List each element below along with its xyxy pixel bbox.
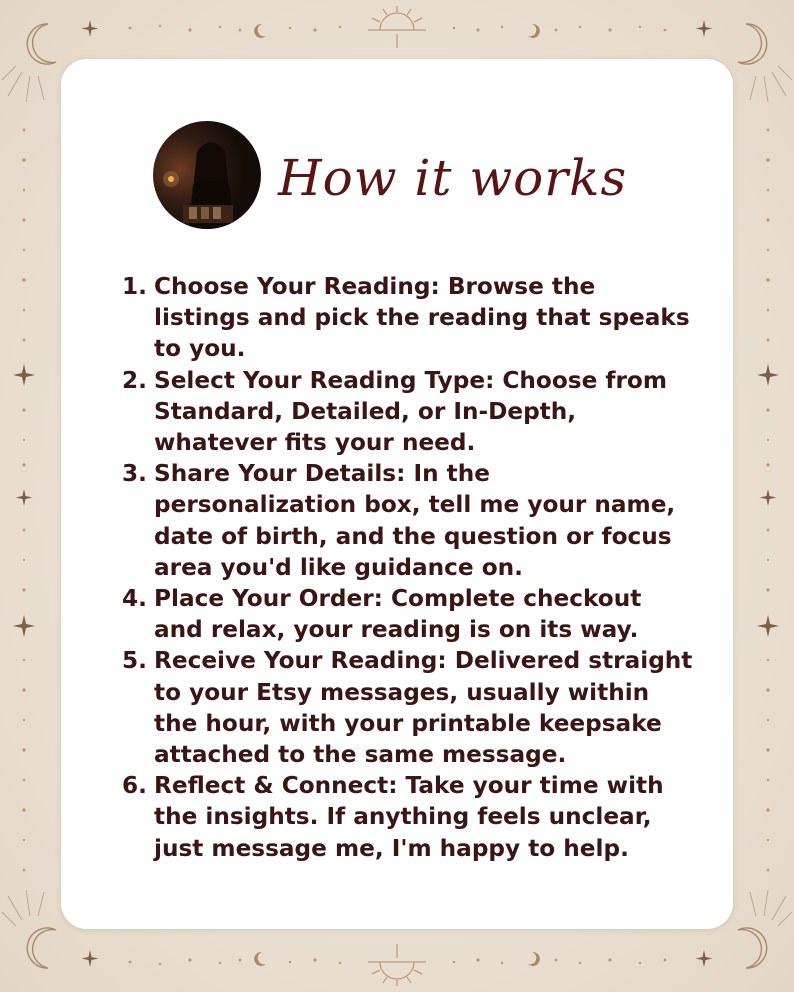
sunburst-icon <box>368 6 426 48</box>
star-icon <box>13 615 35 637</box>
sunburst-icon <box>2 890 44 926</box>
step-number: 6. <box>122 772 147 800</box>
step-number: 5. <box>122 647 147 675</box>
sunburst-icon <box>750 66 792 102</box>
star-icon <box>82 950 99 967</box>
step-number: 2. <box>122 366 147 394</box>
step-text: Choose Your Reading: Browse the listings and pick the reading that speaks to you. <box>154 273 690 363</box>
page-title: How it works <box>278 149 628 207</box>
step-number: 1. <box>122 273 147 300</box>
sunburst-icon <box>750 890 792 926</box>
list-item <box>118 583 698 645</box>
list-item <box>118 271 698 365</box>
step-number: 4. <box>122 585 147 613</box>
sunburst-icon <box>368 944 426 986</box>
star-icon <box>13 364 35 386</box>
star-icon <box>696 20 713 37</box>
crescent-moon-icon <box>254 24 266 38</box>
crescent-moon-icon <box>528 24 540 38</box>
star-icon <box>16 489 33 506</box>
star-icon <box>757 364 779 386</box>
steps-list <box>118 271 698 864</box>
star-icon <box>760 489 777 506</box>
step-text: Place Your Order: Complete checkout and relax, your reading is on its way. <box>154 585 642 644</box>
step-text: Reflect & Connect: Take your time with the insights. If anything feels unclear, just message me, I'm happy to help. <box>154 772 664 862</box>
step-text: Share Your Details: In the personalization box, tell me your name, date of birth, and the question or focus area you'd like guidance on. <box>154 460 676 581</box>
sunburst-icon <box>2 66 44 102</box>
tarot-reader-photo <box>153 121 261 229</box>
crescent-moon-icon <box>27 24 56 64</box>
crescent-moon-icon <box>254 952 266 966</box>
step-number: 3. <box>122 460 147 488</box>
list-item <box>118 365 698 459</box>
star-icon <box>757 615 779 637</box>
crescent-moon-icon <box>738 24 767 64</box>
step-text: Receive Your Reading: Delivered straight to your Etsy messages, usually within the hour, with your printable keepsake attached to the same message. <box>154 647 693 769</box>
star-icon <box>82 20 99 37</box>
crescent-moon-icon <box>738 928 767 968</box>
crescent-moon-icon <box>528 952 540 966</box>
step-text: Select Your Reading Type: Choose from Standard, Detailed, or In-Depth, whatever fits your need. <box>154 366 668 457</box>
crescent-moon-icon <box>27 928 56 968</box>
list-item <box>118 645 698 770</box>
avatar <box>153 121 261 229</box>
star-icon <box>696 950 713 967</box>
list-item <box>118 458 698 583</box>
list-item <box>118 770 698 864</box>
